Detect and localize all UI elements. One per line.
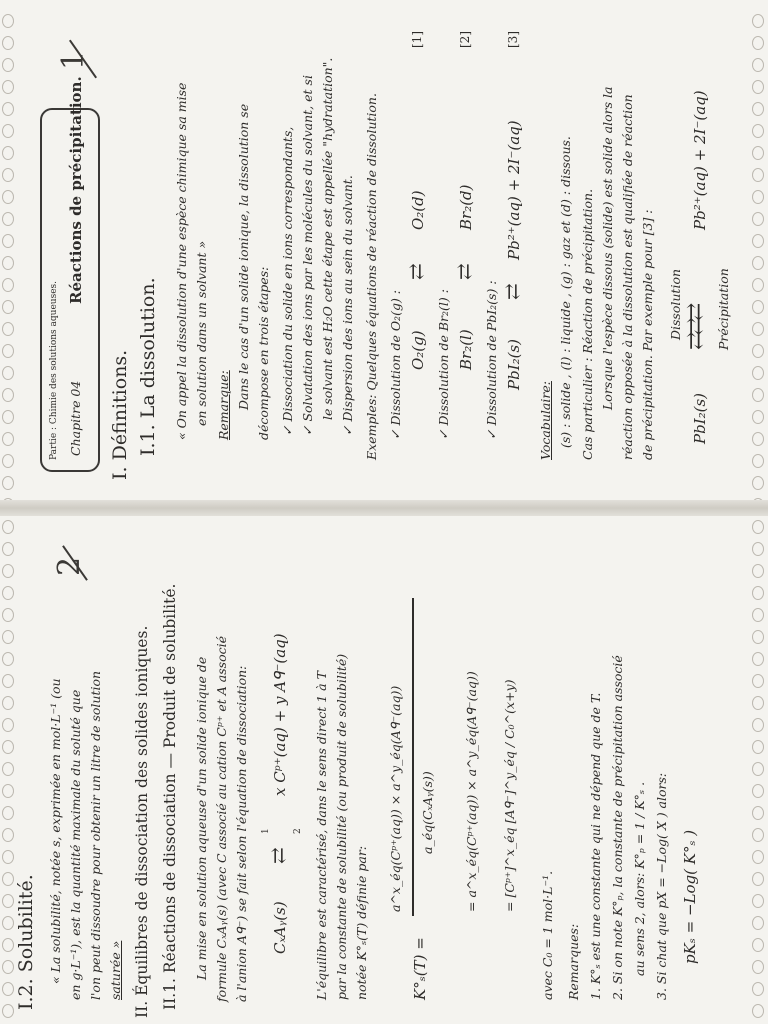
solubility-definition-line: saturée » [108,940,123,1000]
remark-1: 1. K°ₛ est une constante qui ne dépend que de T. [588,692,603,1000]
heading-II-1: II.1. Réactions de dissociation — Produit de solubilité. [161,583,179,1010]
intro-text-line: à l'anion Aᑫ⁻) se fait selon l'équation de dissociation: [234,665,249,1002]
direction-2-label: 2 [293,828,303,834]
fraction-bar [412,598,414,916]
notebook-page-1 [0,0,768,500]
partie-label: Partie : Chimie des solutions aqueuses. [49,281,59,460]
step-dispersion: ✓ Dispersion des ions au sein du solvant. [340,175,355,436]
heading-I-1: I.1. La dissolution. [137,277,159,456]
example-1-product: O₂(d) [409,190,427,230]
example-3-products: Pb²⁺(aq) + 2I⁻(aq) [505,120,523,260]
example-2-label: ✓ Dissolution de Br₂(l) : [436,289,451,440]
direction-1-label: 1 [261,828,271,834]
step-dissociation: ✓ Dissociation du solide en ions correspondants, [280,126,295,436]
special-case-line: Lorsque l'espèce dissous (solide) est solide alors la [600,86,615,410]
special-case-line: de précipitation. Par exemple pour [3] : [640,209,655,460]
page-number-1: 1 [56,50,91,70]
equilibrium-arrow-icon: ⇄ [452,263,476,280]
example-2-product: Br₂(d) [457,184,475,230]
remarques-label: Remarques: [566,923,581,1000]
example-3-label: ✓ Dissolution de PbI₂(s) : [484,280,499,440]
definition-line: en solution dans un solvant » [194,240,209,426]
remark-2-line: au sens 2, alors: K°ₚ = 1 / K°ₛ . [632,781,647,976]
final-eq-reactant: PbI₂(s) [691,392,709,444]
ks-formula-step-3: = [Cᵖ⁺]^x_éq [Aᑫ⁻]^y_éq / C₀^(x+y) [502,679,517,912]
special-case-line: réaction opposée à la dissolution est qualifiée de réaction [620,94,635,460]
equilibrium-arrow-icon: ⇄ [500,283,524,300]
step-solvatation-line: le solvant est H₂O cette étape est appellée "hydratation". [320,57,335,420]
ks-formula-denominator: a_éq(CₓAᵧ(s)) [420,771,435,854]
dissociation-reactant: CₓAᵧ(s) [271,901,289,954]
equation-number-1: [1] [410,31,424,48]
heading-I: I. Définitions. [109,349,131,480]
ks-formula-numerator: a^x_éq(Cᵖ⁺(aq)) × a^y_éq(Aᑫ⁻(aq)) [388,685,403,912]
equilibrium-text-line: L'équilibre est caractérisé, dans le sens direct 1 à T [314,671,329,1000]
notebook-page-2 [0,516,768,1024]
example-2-reactant: Br₂(l) [457,329,475,370]
dissociation-products: x Cᵖ⁺(aq) + y Aᑫ⁻(aq) [271,633,289,796]
remark-2-line: 2. Si on note K°ₚ, la constante de précipitation associé [610,655,625,1000]
remarque-label: Remarque: [216,370,231,440]
example-1-label: ✓ Dissolution de O₂(g) : [388,289,403,440]
remark-3-formula: pKₛ = −Log( K°ₛ ) [681,829,699,964]
heading-I-2: I.2. Solubilité. [15,874,37,1010]
example-3-reactant: PbI₂(s) [505,338,523,390]
page-number-2: 2 [52,556,87,576]
final-eq-products: Pb²⁺(aq) + 2I⁻(aq) [691,90,709,230]
remarque-line: Dans le cas d'un solide ionique, la dissolution se [236,103,251,410]
ks-formula-step-2: = a^x_éq(Cᵖ⁺(aq)) × a^y_éq(Aᑫ⁻(aq)) [464,671,479,912]
equilibrium-text-line: notée K°ₛ(T) définie par: [354,845,369,1000]
final-eq-dissolution-label: Dissolution [668,268,683,340]
final-eq-precipitation-label: Précipitation [716,268,731,350]
chapter-number: Chapitre 04 [68,380,83,456]
intro-text-line: formule CₓAᵧ(s) (avec C associé au cation Cᵖ⁺ et A associé [214,636,229,1002]
vocabulary-label: Vocabulaire: [538,381,553,460]
equation-number-2: [2] [458,31,472,48]
solubility-definition-line: en g·L⁻¹), est la quantité maximale du soluté que [68,689,83,1000]
equilibrium-arrow-icon: ⇄⇄⇄ [683,306,708,350]
examples-label: Exemples: Quelques équations de réaction de dissolution. [364,93,379,460]
remarque-line: décompose en trois étapes: [256,266,271,440]
equilibrium-text-line: par la constante de solubilité (ou produit de solubilité) [334,653,349,1000]
definition-line: « On appel la dissolution d'une espèce chimique sa mise [174,82,189,440]
special-case-label: Cas particulier : Réaction de précipitation. [580,188,595,460]
ks-formula-label: K°ₛ(T) = [411,937,429,1000]
c0-note: avec C₀ = 1 mol·L⁻¹. [540,870,555,1000]
notebook-spine [0,500,768,516]
chapter-title: Réactions de précipitation. [67,76,85,304]
equation-number-3: [3] [506,31,520,48]
intro-text-line: La mise en solution aqueuse d'un solide ionique de [194,656,209,980]
solubility-definition-line: « La solubilité, notée s, exprimée en mol·L⁻¹ (ou [48,678,63,984]
equilibrium-arrow-icon: ⇄ [266,847,290,864]
vocabulary-line: (s) : solide , (l) : liquide , (g) : gaz et (d) : dissous. [558,136,573,448]
solubility-definition-line: l'on peut dissoudre pour obtenir un litre de solution [88,670,103,1000]
step-solvatation-line: ✓ Solvatation des ions par les molécules du solvant, et si [300,75,315,436]
equilibrium-arrow-icon: ⇄ [404,263,428,280]
heading-II: II. Équilibres de dissociation des solides ioniques. [133,625,151,1018]
remark-3-line: 3. Si chat que pX = −Log( X ) alors: [654,772,669,1000]
example-1-reactant: O₂(g) [409,330,427,370]
